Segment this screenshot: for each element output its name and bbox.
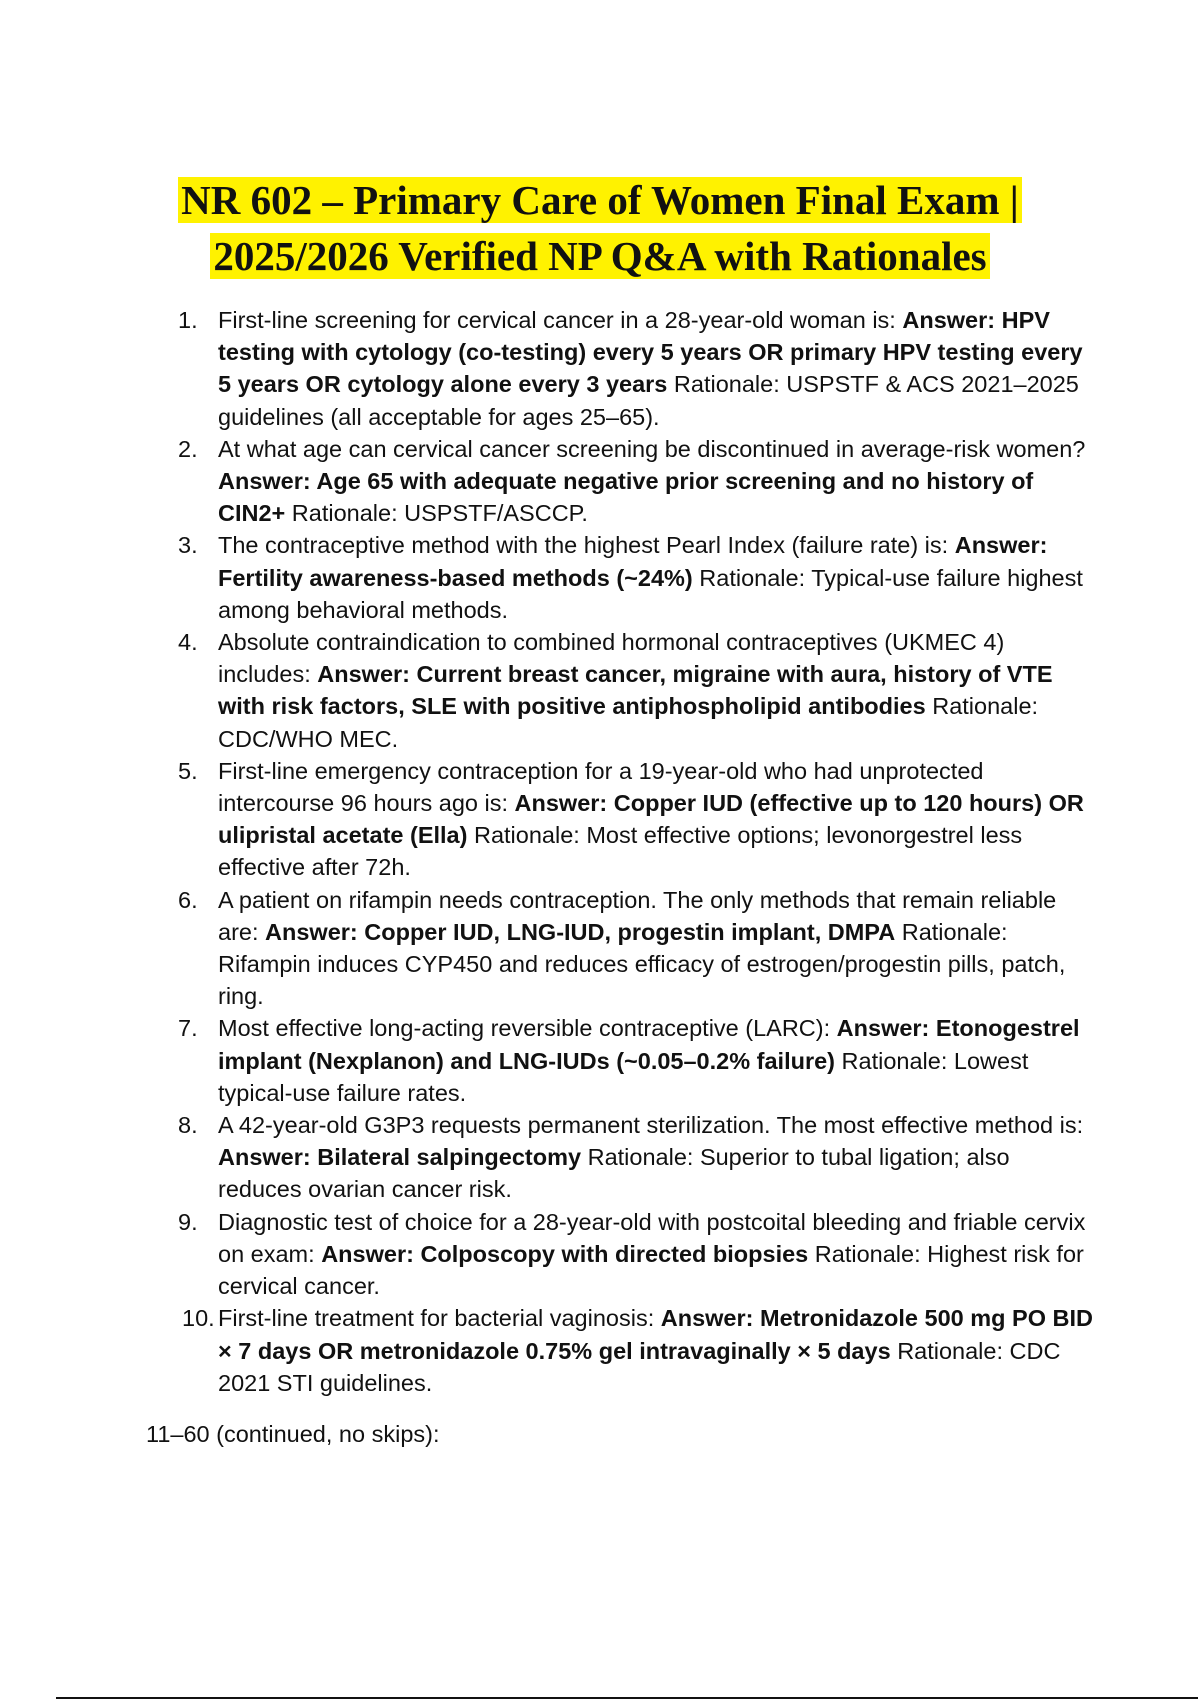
item-number: 10. <box>182 1305 215 1332</box>
item-rationale: Rationale: CDC/WHO MEC. <box>218 693 1039 752</box>
list-item <box>0 755 1098 884</box>
item-answer: Answer: HPV testing with cytology (co-testing) every 5 years OR primary HPV testing every 5 years OR cytology alone every 3 years <box>218 307 1083 398</box>
continued-note: 11–60 (continued, no skips): <box>146 1421 440 1447</box>
list-item <box>0 304 1098 433</box>
item-rationale: Rationale: Typical-use failure highest among behavioral methods. <box>218 564 1083 623</box>
title-line-1: NR 602 – Primary Care of Women Final Exam | <box>178 177 1022 223</box>
item-answer: Answer: Etonogestrel implant (Nexplanon) and LNG-IUDs (~0.05–0.2% failure) <box>218 1015 1080 1074</box>
item-answer: Answer: Bilateral salpingectomy <box>218 1144 582 1171</box>
title-line-2: 2025/2026 Verified NP Q&A with Rationales <box>210 233 989 279</box>
item-answer: Answer: Copper IUD (effective up to 120 hours) OR ulipristal acetate (Ella) <box>218 790 1084 849</box>
item-question: First-line treatment for bacterial vaginosis: <box>218 1305 655 1332</box>
item-number: 2. <box>178 435 198 462</box>
item-answer: Answer: Metronidazole 500 mg PO BID × 7 days OR metronidazole 0.75% gel intravaginally × 5 days <box>218 1305 1093 1364</box>
item-rationale: Rationale: USPSTF & ACS 2021–2025 guidelines (all acceptable for ages 25–65). <box>218 371 1079 430</box>
list-item <box>0 1206 1098 1303</box>
question-list <box>0 304 1200 1399</box>
item-number: 7. <box>178 1015 198 1042</box>
item-rationale: Rationale: CDC 2021 STI guidelines. <box>218 1337 1061 1396</box>
item-rationale: Rationale: Most effective options; levonorgestrel less effective after 72h. <box>218 822 1023 881</box>
item-number: 6. <box>178 886 198 913</box>
item-question: First-line screening for cervical cancer in a 28-year-old woman is: <box>218 307 896 333</box>
list-item <box>0 1012 1098 1109</box>
item-question: A 42-year-old G3P3 requests permanent sterilization. The most effective method is: <box>218 1112 1084 1139</box>
item-number: 8. <box>178 1112 198 1139</box>
footer-divider <box>56 1697 1198 1699</box>
list-item <box>0 626 1098 755</box>
item-question: A patient on rifampin needs contraception. The only methods that remain reliable are: <box>218 886 1057 945</box>
item-number: 9. <box>178 1208 198 1235</box>
item-question: First-line emergency contraception for a 19-year-old who had unprotected intercourse 96 hours ago is: <box>218 757 984 817</box>
document-title <box>0 172 1200 284</box>
item-question: Absolute contraindication to combined hormonal contraceptives (UKMEC 4) includes: <box>218 629 1005 688</box>
item-number: 4. <box>178 629 198 656</box>
item-answer: Answer: Current breast cancer, migraine with aura, history of VTE with risk factors, SLE with positive antiphospholipid antibodies <box>218 661 1053 720</box>
item-answer: Answer: Fertility awareness-based methods (~24%) <box>218 532 1048 591</box>
item-question: At what age can cervical cancer screening be discontinued in average-risk women? <box>218 435 1086 462</box>
item-number: 5. <box>178 757 198 784</box>
item-question: Diagnostic test of choice for a 28-year-old with postcoital bleeding and friable cervix on exam: <box>218 1208 1086 1267</box>
item-number: 3. <box>178 532 198 559</box>
item-answer: Answer: Age 65 with adequate negative prior screening and no history of CIN2+ <box>218 468 1034 527</box>
item-rationale: Rationale: Highest risk for cervical cancer. <box>218 1240 1084 1300</box>
item-rationale: Rationale: Superior to tubal ligation; also reduces ovarian cancer risk. <box>218 1144 1010 1203</box>
list-item <box>0 433 1098 530</box>
list-item <box>0 529 1098 626</box>
item-question: The contraceptive method with the highest Pearl Index (failure rate) is: <box>218 532 949 559</box>
list-item <box>0 884 1098 1013</box>
list-item <box>0 1109 1098 1206</box>
item-answer: Answer: Colposcopy with directed biopsies <box>321 1240 809 1267</box>
item-number: 1. <box>178 307 198 333</box>
list-item <box>0 1302 1098 1399</box>
item-rationale: Rationale: USPSTF/ASCCP. <box>291 500 588 527</box>
item-rationale: Rationale: Rifampin induces CYP450 and reduces efficacy of estrogen/progestin pills, patch, ring. <box>218 918 1066 1010</box>
item-question: Most effective long-acting reversible contraceptive (LARC): <box>218 1015 831 1042</box>
item-answer: Answer: Copper IUD, LNG-IUD, progestin implant, DMPA <box>265 918 896 945</box>
item-rationale: Rationale: Lowest typical-use failure rates. <box>218 1047 1029 1106</box>
